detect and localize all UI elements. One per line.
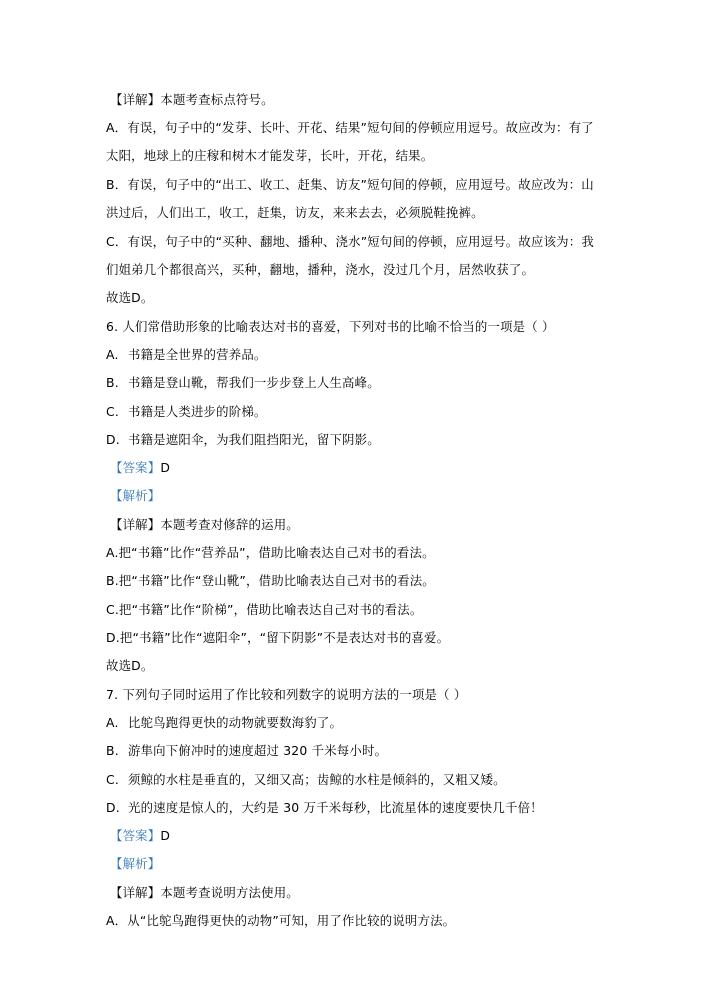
- detail-text: 本题考查说明方法使用。: [160, 885, 299, 900]
- detail-text: 本题考查标点符号。: [160, 92, 274, 107]
- option-label: C.: [106, 772, 119, 787]
- option-label: B.: [106, 375, 119, 390]
- option-label: C.: [106, 404, 119, 419]
- option-d: [106, 800, 543, 816]
- detail-tag: 【详解】: [110, 885, 161, 900]
- option-b: [106, 375, 380, 391]
- option-text: 书籍是全世界的营养品。: [128, 347, 267, 362]
- explanation-line: 洪过后，人们出工，收工，赶集，访友，来来去去，必须脱鞋挽裤。: [106, 205, 484, 220]
- option-text: 书籍是遮阳伞，为我们阻挡阳光，留下阴影。: [128, 432, 380, 447]
- option-text: 书籍是人类进步的阶梯。: [128, 404, 267, 419]
- conclusion-line: 故选D。: [106, 290, 154, 305]
- option-d: [106, 432, 380, 448]
- option-text: 游隼向下俯冲时的速度超过 320 千米每小时。: [128, 743, 388, 758]
- option-label: A.: [106, 715, 119, 730]
- explanation-line: C.把“书籍”比作“阶梯”，借助比喻表达自己对书的看法。: [106, 602, 423, 617]
- answer-line: [110, 460, 170, 476]
- detail-text: 本题考查对修辞的运用。: [160, 517, 299, 532]
- explanation-line: A．有误，句子中的“发芽、长叶、开花、结果”短句间的停顿应用逗号。故应改为：有了: [106, 120, 594, 135]
- detail-tag: 【详解】: [110, 92, 161, 107]
- option-label: A.: [106, 347, 119, 362]
- detail-tag: 【详解】: [110, 517, 161, 532]
- option-label: D.: [106, 800, 120, 815]
- answer-value: D: [160, 828, 171, 843]
- option-label: D.: [106, 432, 120, 447]
- option-c: [106, 772, 506, 788]
- answer-value: D: [160, 460, 171, 475]
- question-stem: 7. 下列句子同时运用了作比较和列数字的说明方法的一项是（ ）: [106, 687, 467, 702]
- option-c: [106, 404, 267, 420]
- explanation-line: C．有误，句子中的“买种、翻地、播种、浇水”短句间的停顿，应用逗号。故应该为：我: [106, 234, 594, 249]
- option-a: [106, 347, 267, 363]
- answer-line: [110, 828, 170, 844]
- explanation-line: B.把“书籍”比作“登山靴”，借助比喻表达自己对书的看法。: [106, 573, 435, 588]
- explanation-line: A．从“比鸵鸟跑得更快的动物”可知，用了作比较的说明方法。: [106, 913, 456, 928]
- explanation-line: 太阳，地球上的庄稼和树木才能发芽，长叶，开花，结果。: [106, 148, 434, 163]
- analysis-tag: 【解析】: [110, 488, 161, 503]
- explanation-line: B．有误，句子中的“出工、收工、赶集、访友”短句间的停顿，应用逗号。故应改为：山: [106, 177, 594, 192]
- conclusion-line: 故选D。: [106, 658, 154, 673]
- explanation-line: 们姐弟几个都很高兴，买种，翻地，播种，浇水，没过几个月，居然收获了。: [106, 262, 535, 277]
- option-text: 书籍是登山靴，帮我们一步步登上人生高峰。: [128, 375, 380, 390]
- explanation-line: A.把“书籍”比作“营养品”，借助比喻表达自己对书的看法。: [106, 545, 435, 560]
- detail-line: [110, 92, 274, 108]
- option-label: B.: [106, 743, 119, 758]
- analysis-tag: 【解析】: [110, 856, 161, 871]
- question-stem: 6. 人们常借助形象的比喻表达对书的喜爱，下列对书的比喻不恰当的一项是（ ）: [106, 319, 555, 334]
- answer-tag: 【答案】: [110, 460, 161, 475]
- detail-line: [110, 517, 299, 533]
- detail-line: [110, 885, 299, 901]
- option-text: 光的速度是惊人的，大约是 30 万千米每秒，比流星体的速度要快几千倍！: [128, 800, 543, 815]
- option-b: [106, 743, 387, 759]
- explanation-line: D.把“书籍”比作“遮阳伞”，“留下阴影”不是表达对书的喜爱。: [106, 630, 450, 645]
- option-text: 须鲸的水柱是垂直的，又细又高；齿鲸的水柱是倾斜的，又粗又矮。: [128, 772, 506, 787]
- answer-tag: 【答案】: [110, 828, 161, 843]
- option-text: 比鸵鸟跑得更快的动物就要数海豹了。: [128, 715, 343, 730]
- option-a: [106, 715, 342, 731]
